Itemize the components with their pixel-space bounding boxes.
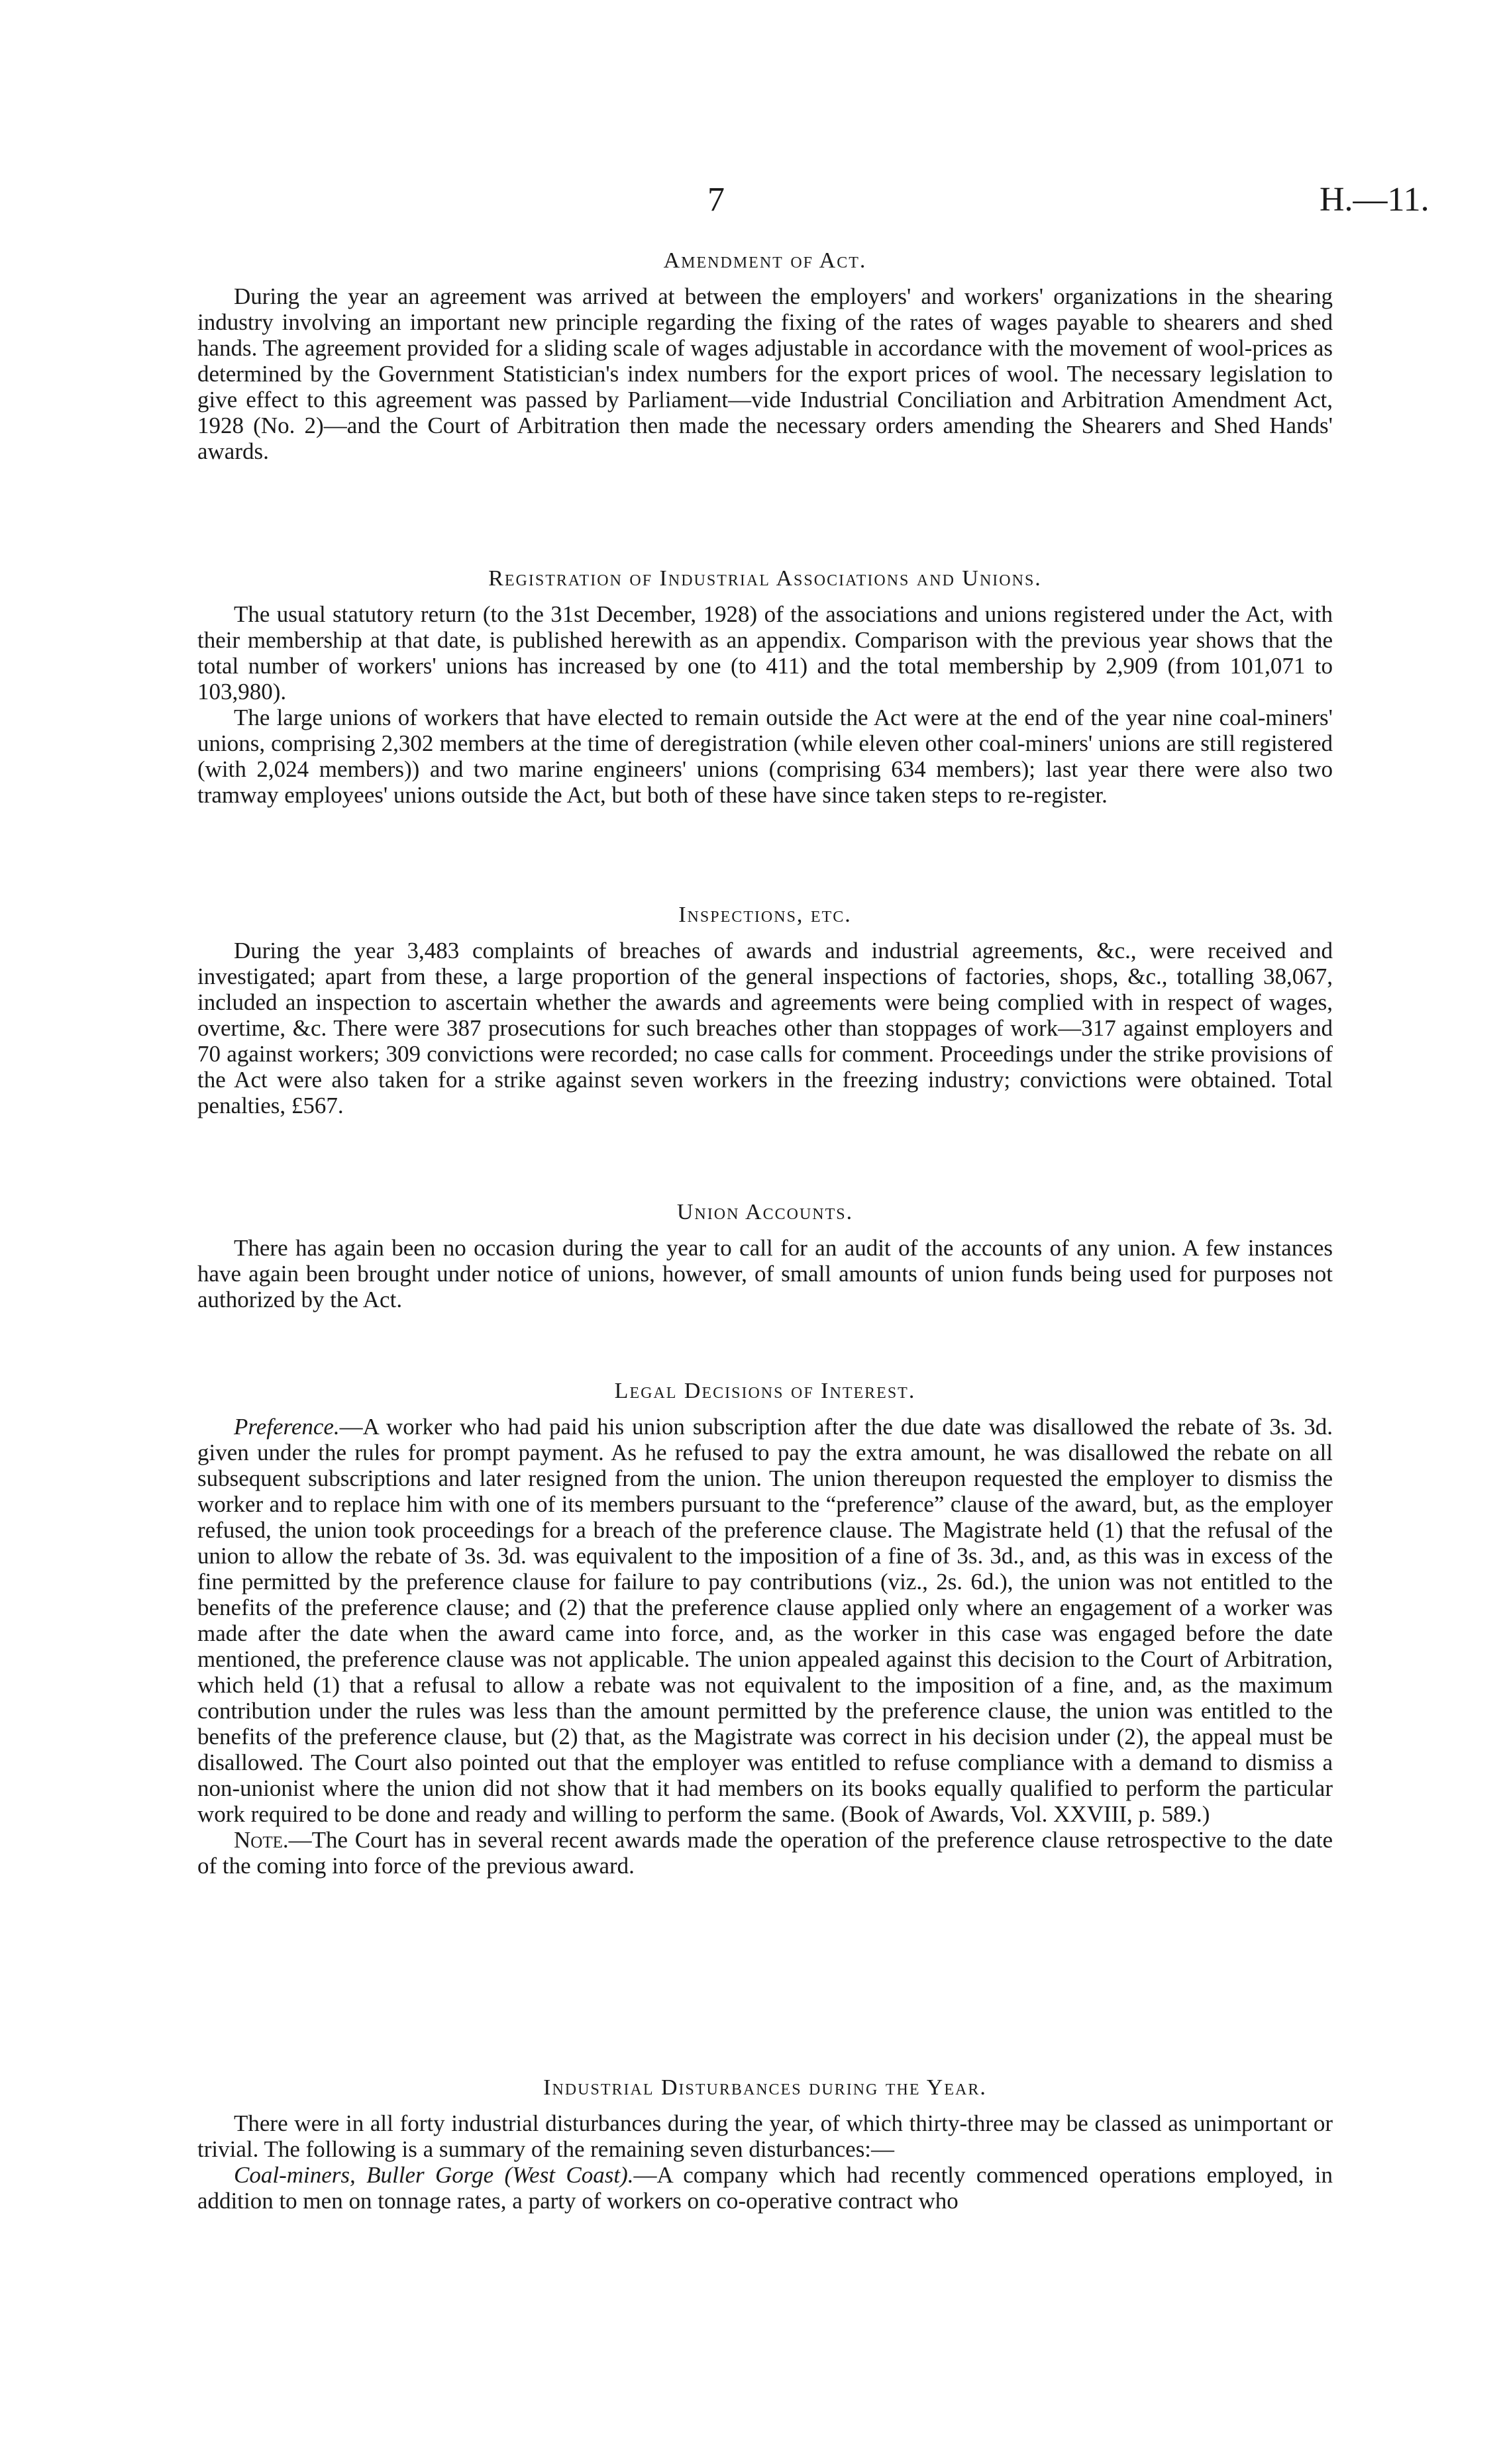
paragraph-lead: Preference. <box>234 1414 340 1440</box>
paragraph-text: —The Court has in several recent awards made the operation of the preference clause retrospective to the date of the coming into force of the previous award. <box>197 1827 1333 1879</box>
paragraph: There has again been no occasion during the year to call for an audit of the accounts of any union. A few instances have again been brought under notice of unions, however, of small amounts of union funds being used for purposes not authorized by the Act. <box>197 1235 1333 1312</box>
section-registration <box>197 566 1333 808</box>
paragraph-preference <box>197 1414 1333 1827</box>
document-reference: H.—11. <box>1320 181 1429 219</box>
section-heading: Legal Decisions of Interest. <box>614 1379 916 1403</box>
section-heading: Industrial Disturbances during the Year. <box>543 2075 987 2100</box>
section-union-accounts <box>197 1199 1333 1312</box>
paragraph-lead: Note. <box>234 1827 289 1853</box>
paragraph-lead: Coal-miners, Buller Gorge (West Coast). <box>234 2162 634 2188</box>
paragraph-text: —A company which had recently commenced operations employed, in addition to men on tonnage rates, a party of workers on co-operative contract who <box>197 2162 1333 2214</box>
paragraph: During the year an agreement was arrived at between the employers' and workers' organizations in the shearing industry involving an important new principle regarding the fixing of the rates of wages payable to shearers and shed hands. The agreement provided for a sliding scale of wages adjustable in accordance with the movement of wool-prices as determined by the Government Statistician's index numbers for the export prices of wool. The necessary legislation to give effect to this agreement was passed by Parliament—vide Industrial Conciliation and Arbitration Amendment Act, 1928 (No. 2)—and the Court of Arbitration then made the necessary orders amending the Shearers and Shed Hands' awards. <box>197 283 1333 464</box>
paragraph: The usual statutory return (to the 31st December, 1928) of the associations and unions registered under the Act, with their membership at that date, is published herewith as an appendix. Comparison with the previous year shows that the total number of workers' unions has increased by one (to 411) and the total membership by 2,909 (from 101,071 to 103,980). <box>197 601 1333 705</box>
paragraph: The large unions of workers that have elected to remain outside the Act were at the end of the year nine coal-miners' unions, comprising 2,302 members at the time of deregistration (while eleven other coal-miners' unions are still registered (with 2,024 members)) and two marine engineers' unions (comprising 634 members); last year there were also two tramway employees' unions outside the Act, but both of these have since taken steps to re-register. <box>197 705 1333 808</box>
paragraph-coal-miners <box>197 2162 1333 2214</box>
section-industrial-disturbances <box>197 2075 1333 2214</box>
section-heading: Inspections, etc. <box>678 903 852 927</box>
paragraph: There were in all forty industrial disturbances during the year, of which thirty-three may be classed as unimportant or trivial. The following is a summary of the remaining seven disturbances:— <box>197 2110 1333 2162</box>
page-number: 7 <box>707 181 725 219</box>
paragraph: During the year 3,483 complaints of breaches of awards and industrial agreements, &c., were received and investigated; apart from these, a large proportion of the general inspections of factories, shops, &c., totalling 38,067, included an inspection to ascertain whether the awards and agreements were being complied with in respect of wages, overtime, &c. There were 387 prosecutions for such breaches other than stoppages of work—317 against employers and 70 against workers; 309 convictions were recorded; no case calls for comment. Proceedings under the strike provisions of the Act were also taken for a strike against seven workers in the freezing industry; convictions were obtained. Total penalties, £567. <box>197 938 1333 1118</box>
paragraph-text: —A worker who had paid his union subscription after the due date was disallowed the rebate of 3s. 3d. given under the rules for prompt payment. As he refused to pay the extra amount, he was disallowed the rebate on all subsequent subscriptions and later resigned from the union. The union thereupon requested the employer to dismiss the worker and to replace him with one of its members pursuant to the “preference” clause of the award, but, as the employer refused, the union took proceedings for a breach of the preference clause. The Magistrate held (1) that the refusal of the union to allow the rebate of 3s. 3d. was equivalent to the imposition of a fine of 3s. 3d., and, as this was in excess of the fine permitted by the preference clause for failure to pay contributions (viz., 2s. 6d.), the union was not entitled to the benefits of the preference clause; and (2) that the preference clause applied only where an engagement of a worker was made after the date when the award came into force, and, as the worker in this case was engaged before the date mentioned, the preference clause was not applicable. The union appealed against this decision to the Court of Arbitration, which held (1) that a refusal to allow a rebate was not equivalent to the imposition of a fine, and, as the maximum contribution under the rules was less than the amount permitted by the preference clause, the union was entitled to the benefits of the preference clause, but (2) that, as the Magistrate was correct in his decision under (2), the appeal must be disallowed. The Court also pointed out that the employer was entitled to refuse compliance with a demand to dismiss a non-unionist where the union did not show that it had members on its books equally qualified to perform the particular work required to be done and ready and willing to perform the same. (Book of Awards, Vol. XXVIII, p. 589.) <box>197 1414 1333 1827</box>
section-heading: Registration of Industrial Associations and Unions. <box>488 566 1042 591</box>
section-heading: Union Accounts. <box>676 1200 854 1224</box>
section-heading: Amendment of Act. <box>663 248 867 273</box>
section-legal-decisions <box>197 1378 1333 1879</box>
section-amendment-of-act <box>197 248 1333 464</box>
paragraph-note <box>197 1827 1333 1879</box>
section-inspections <box>197 902 1333 1118</box>
